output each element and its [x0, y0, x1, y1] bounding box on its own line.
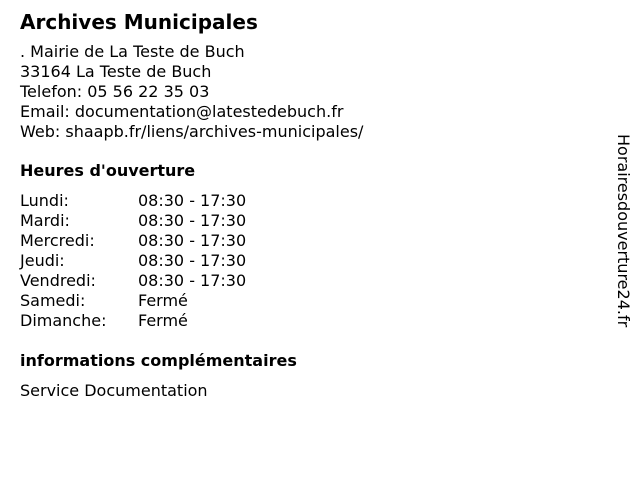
page-title: Archives Municipales: [20, 10, 258, 34]
hours-row-tuesday: [20, 211, 600, 231]
hours-day: Dimanche:: [20, 311, 107, 330]
address-block: [20, 42, 600, 142]
hours-row-friday: [20, 271, 600, 291]
page-content: [20, 8, 600, 401]
hours-time: 08:30 - 17:30: [138, 271, 247, 290]
hours-row-saturday: [20, 291, 600, 311]
hours-table: [20, 191, 600, 331]
hours-day: Jeudi:: [20, 251, 65, 270]
phone-line: Telefon: 05 56 22 35 03: [20, 82, 210, 101]
address-line-2: 33164 La Teste de Buch: [20, 62, 212, 81]
hours-row-sunday: [20, 311, 600, 331]
web-line: Web: shaapb.fr/liens/archives-municipales/: [20, 122, 364, 141]
hours-day: Mardi:: [20, 211, 70, 230]
hours-day: Samedi:: [20, 291, 86, 310]
hours-day: Lundi:: [20, 191, 69, 210]
info-heading: informations complémentaires: [20, 351, 297, 370]
hours-day: Vendredi:: [20, 271, 96, 290]
hours-time: 08:30 - 17:30: [138, 191, 247, 210]
info-text: Service Documentation: [20, 381, 208, 400]
email-line: Email: documentation@latestedebuch.fr: [20, 102, 344, 121]
hours-day: Mercredi:: [20, 231, 95, 250]
hours-row-wednesday: [20, 231, 600, 251]
hours-time: 08:30 - 17:30: [138, 211, 247, 230]
hours-time: Fermé: [138, 291, 188, 310]
hours-row-monday: [20, 191, 600, 211]
hours-time: 08:30 - 17:30: [138, 231, 247, 250]
site-watermark-label: Horairesdouverture24.fr: [614, 134, 633, 328]
hours-row-thursday: [20, 251, 600, 271]
hours-heading: Heures d'ouverture: [20, 161, 196, 180]
hours-time: Fermé: [138, 311, 188, 330]
hours-time: 08:30 - 17:30: [138, 251, 247, 270]
address-line-1: . Mairie de La Teste de Buch: [20, 42, 245, 61]
